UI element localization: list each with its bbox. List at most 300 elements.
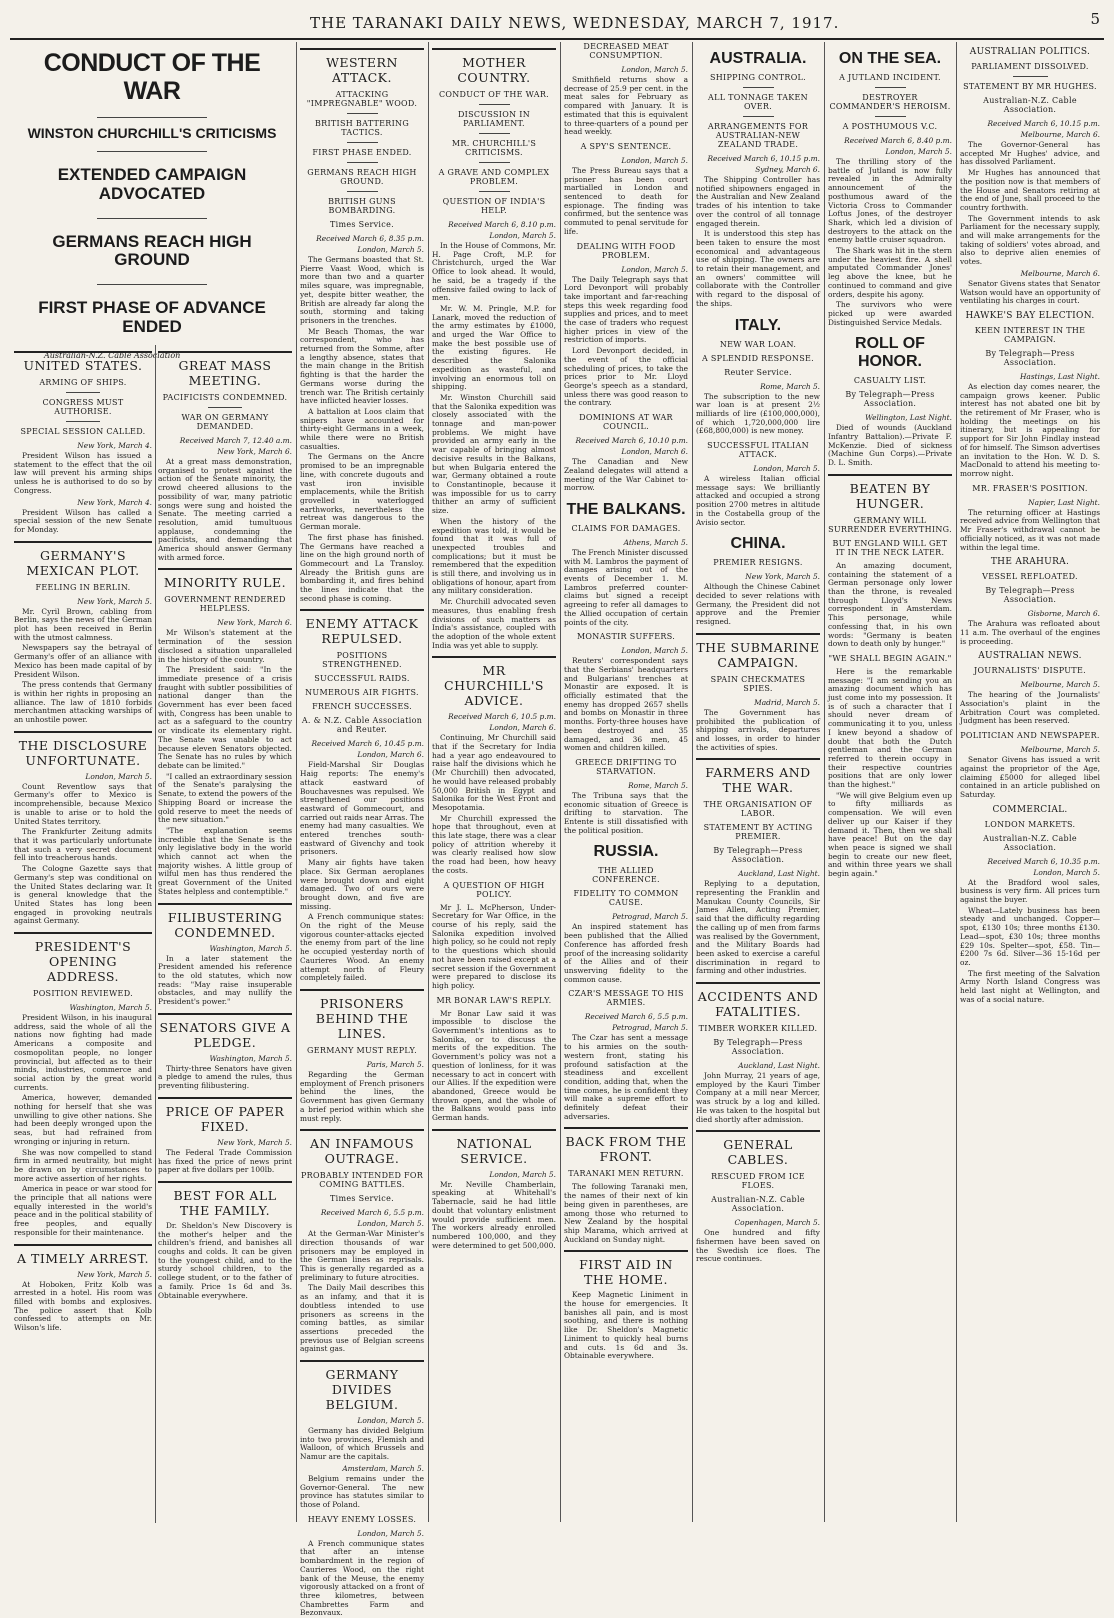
article-paragraph: The Canadian and New Zealand delegates will attend a meeting of the War Cabinet to-morrow.	[564, 457, 688, 493]
article-paragraph: It is understood this step has been taken to ensure the most economical and advantageous use of shipping. The owners are to retain their management, and an owners' committee will collaborate with the Controller with regard to the disposal of the ships.	[696, 229, 820, 308]
section-heading: HAWKE'S BAY ELECTION.	[965, 310, 1095, 321]
article-paragraph: The Czar has sent a message to his armies on the south-western front, stating his profound satisfaction at the steadiness and excellent condition, adding that, when the time comes, he is confident they will make a supreme effort to definitely defeat their adversaries.	[564, 1033, 688, 1121]
article-paragraph: "I called an extraordinary session of the Senate's paralysing the Senate, to extend the powers of the Shipping Board or increase the gold reserve to meet the needs of the new situation."	[158, 771, 292, 825]
article-paragraph: The Cologne Gazette says that Germany's step was conditional on the United States declaring war. It is general knowledge that the United States has long been engaged in provoking neutrals against Germany.	[14, 864, 152, 926]
article-paragraph: America in peace or war stood for the principle that all nations were equally interested in the world's peace and in the political stability of free peoples, and equally responsible for their maintenance.	[14, 1184, 152, 1237]
column-rule	[956, 42, 957, 1522]
divider	[66, 392, 101, 393]
section-heading: GERMANY DIVIDES BELGIUM.	[300, 1360, 424, 1412]
dateline: London, March 5.	[621, 264, 688, 274]
page-number: 5	[1090, 10, 1100, 28]
section-heading: AN INFAMOUS OUTRAGE.	[300, 1129, 424, 1166]
article-paragraph: At the Bradford wool sales, business is very firm. All prices turn against the buyer.	[960, 877, 1100, 905]
article-paragraph: President Wilson has called a special session of the new Senate for Monday.	[14, 507, 152, 534]
dateline: New York, March 5.	[217, 1137, 292, 1147]
service-credit: Reuter Service.	[724, 367, 792, 377]
headline-conduct-of-war: CONDUCT OF THE WAR	[43, 49, 261, 105]
dateline: Paris, March 5.	[366, 1060, 424, 1069]
dateline: Received March 7, 12.40 a.m.	[179, 436, 292, 445]
article-paragraph: Replying to a deputation, representing the Franklin and Manukau County Councils, Sir James Allen, Acting Premier, said that the difficulty regarding the calling up of men from farms was realised by the Government, and the Military Boards had been asked to exercise a careful discrimination in regard to farming and other industries.	[696, 879, 820, 976]
dateline: London, March 6.	[489, 723, 556, 733]
section-heading: AUSTRALIAN POLITICS.	[969, 47, 1091, 57]
article-paragraph: Mr Hughes has announced that the position now is that members of the House and Senators retiring at the end of June, shall proceed to the country forthwith.	[960, 168, 1100, 212]
dateline: Washington, March 5.	[69, 1003, 152, 1013]
dateline: Auckland, Last Night.	[738, 1061, 820, 1071]
section-heading: RUSSIA.	[593, 843, 659, 861]
dateline: Copenhagen, March 5.	[734, 1218, 820, 1228]
article-paragraph: Mr. Cyril Brown, cabling from Berlin, says the news of the German plot has been received in Berlin with the utmost calmness.	[14, 606, 152, 642]
section-heading: PRICE OF PAPER FIXED.	[158, 1097, 292, 1134]
article-paragraph: Many air fights have taken place. Six German aeroplanes were brought down and eight damaged. Two of ours were brought down, and five are missing.	[300, 858, 424, 911]
subhead: JOURNALISTS' DISPUTE.	[974, 666, 1086, 676]
article-paragraph: An amazing document, containing the statement of a German personage only lower than the throne, is revealed through Lloyd's News correspondent in Amsterdam. This personage, while confessing that, in his own words: "Germany is beaten down to death only by hunger."	[828, 560, 952, 649]
service-credit: Times Service.	[330, 1194, 394, 1204]
article-paragraph: At a great mass demonstration, organised to protest against the action of the Senate minority, the crowd cheered allusions to the possibility of war, many patriotic songs were sung and hoisted the Senate. The meeting carried a resolution, amid tumultuous applause, condemning the pacificists, and demanding that America should answer Germany with armed force.	[158, 457, 292, 562]
column-western-attack	[300, 42, 424, 1618]
service-credit: Australian-N.Z. Cable Association.	[983, 833, 1077, 852]
subhead: STATEMENT BY MR HUGHES.	[963, 82, 1097, 91]
article-paragraph: A French communique states that after an intense bombardment in the region of Caurieres Wood, on the right bank of the Meuse, the enemy vigorously attacked on a front of three kilometres, between Chambrettes Farm and Bezonvaux.	[300, 1538, 424, 1618]
section-heading: FILIBUSTERING CONDEMNED.	[158, 903, 292, 940]
dateline: Received March 6, 10.5 p.m.	[448, 712, 556, 722]
subhead: POSITION REVIEWED.	[33, 989, 133, 999]
dateline: New York, March 5.	[745, 572, 820, 582]
article-paragraph: The subscription to the new war loan is at present 2½ milliards of lire (£100,000,000), of which 1,720,000,000 lire (£68,800,000) is new money.	[696, 391, 820, 436]
dateline: Received March 6, 8.40 p.m.	[844, 136, 952, 145]
section-heading: ON THE SEA.	[838, 50, 942, 67]
dateline: London, March 5.	[621, 646, 688, 656]
article-paragraph: Senator Givens has issued a writ against the proprietor of the Age, claiming £5000 for alleged libel contained in an article published on Saturday.	[960, 755, 1100, 799]
advertisement: Keep Magnetic Liniment in the house for emergencies. It banishes all pain, and is most soothing, and there is nothing like Dr. Sheldon's Magnetic Liniment to quickly heal burns and cuts. 1s 6d and 3s. Obtainable everywhere.	[564, 1290, 688, 1361]
article-paragraph: At Hoboken, Fritz Kolb was arrested in a hotel. His room was filled with bombs and explosives. The police assert that Kolb confessed to attempts on Mr. Wilson's life.	[14, 1279, 152, 1333]
article-paragraph: At the German-War Minister's direction thousands of war prisoners may be employed in the German lines as reprisals. This is generally regarded as a preliminary to future atrocities.	[300, 1229, 424, 1282]
section-heading: FARMERS AND THE WAR.	[696, 758, 820, 795]
subhead: THE ORGANISATION OF LABOR.	[703, 800, 813, 819]
column-rule	[560, 42, 561, 1522]
article-paragraph: The Federal Trade Commission has fixed the price of news print paper at five dollars per 100lb.	[158, 1147, 292, 1175]
section-heading: ACCIDENTS AND FATALITIES.	[696, 982, 820, 1019]
article-paragraph: Reuters' correspondent says that the Serbians' headquarters and Bulgarians' trenches at Monastir are exposed. It is officially estimated that the enemy has dropped 2657 shells and bombs on Monastir in three months. Forty-three houses have been destroyed and 35 damaged, and 36 men, 45 women and children killed.	[564, 656, 688, 753]
subhead: "WE SHALL BEGIN AGAIN."	[828, 653, 952, 663]
dateline: London, March 5.	[357, 245, 424, 254]
article-paragraph: Senator Givens states that Senator Watson would have an opportunity of ventilating his charges in court.	[960, 278, 1100, 306]
article-paragraph: Wheat—Lately business has been steady and unchanged. Copper—spot, £130 10s; three months £130. Lead—spot, £30 10s; three months £29 10s. Spelter—spot, £58. Tin—£200 7s 6d. Silver—36 15-16d per oz.	[960, 905, 1100, 967]
subhead: LONDON MARKETS.	[984, 819, 1076, 829]
subhead: CZAR'S MESSAGE TO HIS ARMIES.	[568, 989, 684, 1008]
article-paragraph: Field-Marshal Sir Douglas Haig reports: The enemy's attack eastward of Bouchavesnes was repulsed. We strengthened our positions eastward of Gommecourt, and carried out raids near Arras. The enemy had many casualties. We entered trenches south-eastward of Givenchy and took prisoners.	[300, 760, 424, 857]
dateline: Petrograd, March 5.	[612, 912, 688, 922]
article-paragraph: The President said: "In the immediate presence of a crisis fraught with subtler possibilities of national danger than the Government has ever been faced with, Congress has been unable to act as a safeguard to the country or vindicate its elementary right. The Senate was unable to act because eleven Senators objected. The Senate has no rules by which debate can be limited."	[158, 665, 292, 770]
article-paragraph: Mr Churchill expressed the hope that throughout, even at this late stage, there was a clear policy of attrition whereby it was clearly realised how slow the road had been, how heavy the costs.	[432, 813, 556, 875]
article-paragraph: Mr J. L. McPherson, Under-Secretary for War Office, in the course of his reply, said the Salonika expedition involved high policy, so he could not reply to the questions which should not have been raised except at a secret session if the Government were prepared to disclose its high policy.	[432, 902, 556, 990]
subhead: FIRST PHASE ENDED.	[312, 148, 412, 157]
dateline: New York, March 6.	[217, 447, 292, 456]
section-heading: A TIMELY ARREST.	[14, 1244, 152, 1266]
column-rule	[824, 42, 825, 1522]
dateline: Madrid, March 5.	[754, 697, 820, 707]
subhead: A POSTHUMOUS V.C.	[842, 122, 938, 131]
subhead: TARANAKI MEN RETURN.	[568, 1169, 684, 1179]
subhead: BRITISH GUNS BOMBARDING.	[328, 197, 396, 215]
divider	[479, 162, 510, 163]
masthead-rule	[10, 38, 1104, 40]
section-heading: BACK FROM THE FRONT.	[564, 1127, 688, 1164]
divider	[347, 142, 378, 143]
divider	[97, 284, 207, 285]
article-paragraph: Newspapers say the betrayal of Germany's offer of an alliance with Mexico has been made capital of by President Wilson.	[14, 643, 152, 679]
dateline: Melbourne, March 5.	[1020, 745, 1100, 755]
subhead: KEEN INTEREST IN THE CAMPAIGN.	[974, 325, 1086, 344]
section-heading: DOMINIONS AT WAR COUNCIL.	[579, 413, 673, 432]
section-heading: GREAT MASS MEETING.	[158, 351, 292, 388]
dateline: Gisborne, March 6.	[1027, 609, 1100, 619]
article-paragraph: The Governor-General has accepted Mr Hughes' advice, and has dissolved Parliament.	[960, 140, 1100, 167]
service-credit: Australian-N.Z. Cable Association.	[983, 96, 1077, 114]
article-paragraph: As election day comes nearer, the campaign grows keener. Public interest has not abated one bit by the retirement of Mr Fraser, who is holding the meetings on his itinerary, but is appealing for support for Sir John Findlay instead of for himself. The Simson advertises an invitation to the Hon. W. D. S. MacDonald to attend his meeting to-morrow night.	[960, 381, 1100, 478]
article-paragraph: The Germans boasted that St. Pierre Vaast Wood, which is more than two and a quarter miles square, was impregnable, yet, despite bitter weather, the British are already far along the south, storming and taking prisoners in the trenches.	[300, 255, 424, 325]
section-heading: THE BALKANS.	[566, 500, 686, 518]
section-heading: SENATORS GIVE A PLEDGE.	[158, 1013, 292, 1050]
cable-source: Australian-N.Z. Cable Association	[44, 350, 181, 360]
dateline: London, March 5.	[357, 1219, 424, 1229]
column-rule	[155, 345, 156, 1523]
subhead: SUCCESSFUL RAIDS.	[314, 674, 410, 684]
subhead: MONASTIR SUFFERS.	[576, 632, 676, 642]
article-paragraph: A French communique states: On the right of the Meuse vigorous counter-attacks ejected the enemy from part of the line he occupied yesterday north of Caurieres Wood. An enemy attempt north of Fleury completely failed.	[300, 912, 424, 983]
article-paragraph: The Government intends to ask Parliament for the necessary supply, and will make arrangements for the taking of soldiers' votes abroad, and also to deprive alien enemies of votes.	[960, 213, 1100, 267]
dateline: Received March 6, 10.15 p.m.	[987, 119, 1100, 128]
subhead: ARRANGEMENTS FOR AUSTRALIAN-NEW ZEALAND TRADE.	[707, 122, 809, 149]
article-paragraph: Here is the remarkable message: "I am sending you an amazing document which has just come into my possession. It is of such a character that I should never dream of communicating it to you, unless I knew beyond a shadow of doubt that both the Dutch gentleman and the German referred to therein occupy in their respective countries positions that are only lower than the highest."	[828, 666, 952, 790]
article-paragraph: The Shark was hit in the stern under the heaviest fire. A shell amputated Commander Jones' leg above the knee, but he continued to command and give orders, despite his agony.	[828, 246, 952, 299]
service-credit: By Telegraph—Press Association.	[845, 390, 935, 409]
article-paragraph: The Press Bureau says that a prisoner has been court martialled in London and sentenced to death for espionage. The finding was confirmed, but the sentence was commuted to penal servitude for life.	[564, 165, 688, 236]
article-paragraph: Continuing, Mr Churchill said that if the Secretary for India had a year ago endeavoured to raise half the divisions which he (Mr Churchill) then advocated, he would have released probably 50,000 British in Egypt and Salonika for the West Front and Mesopotamia.	[432, 733, 556, 812]
headline-germans-high-ground: GERMANS REACH HIGH GROUND	[52, 231, 252, 270]
article-paragraph: Mr. W. M. Pringle, M.P. for Lanark, moved the reduction of the army estimates by £1000, and urged the War Office to make the best possible use of the existing figures. He described the Salonika expedition as wasteful, and involving an enormous toll on shipping.	[432, 303, 556, 392]
headline-churchill: WINSTON CHURCHILL'S CRITICISMS	[27, 125, 277, 141]
article-paragraph: One hundred and fifty fishermen have been saved on the Swedish ice floes. The rescue continues.	[696, 1228, 820, 1264]
subhead: A JUTLAND INCIDENT.	[839, 73, 941, 82]
subhead: VESSEL REFLOATED.	[982, 572, 1078, 582]
article-paragraph: The following Taranaki men, the names of their next of kin being given in parentheses, are among those who returned to New Zealand by the hospital ship Marama, which arrived at Auckland on Sunday night.	[564, 1182, 688, 1244]
subhead: CONGRESS MUST AUTHORISE.	[42, 398, 124, 416]
article-paragraph: Mr. Neville Chamberlain, speaking at Whitehall's Tabernacle, said he had little doubt that voluntary enlistment would provide sufficient men. The workers already enrolled numbered 100,000, and they were determined to get 500,000.	[432, 1179, 556, 1250]
subhead: ALL TONNAGE TAKEN OVER.	[708, 93, 808, 111]
article-paragraph: President Wilson has issued a statement to the effect that the oil law will prevent his arming ships unless he is authorised to do so by Congress.	[14, 451, 152, 495]
service-credit: By Telegraph—Press Association.	[985, 348, 1075, 367]
dateline: Washington, March 5.	[209, 1053, 292, 1063]
dateline: London, March 6.	[621, 447, 688, 457]
subhead: FIDELITY TO COMMON CAUSE.	[573, 889, 679, 908]
article-paragraph: The press contends that Germany is within her rights in proposing an alliance. The law of 1810 forbids merchantmen attacking warships of an unhostile power.	[14, 680, 152, 725]
article-paragraph: The returning officer at Hastings received advice from Wellington that Mr Fraser's withdrawal cannot be officially noticed, as it was not made within the legal time.	[960, 507, 1100, 552]
divider	[66, 421, 101, 422]
section-heading: THE SUBMARINE CAMPAIGN.	[696, 633, 820, 670]
subhead: GERMANY MUST REPLY.	[307, 1046, 417, 1055]
advertisement: Dr. Sheldon's New Discovery is the mother's helper and the children's friend, and banishes all coughs and colds. It can be given to the youngest child, and to the sturdy school children, to the college student, or to the father of a family. Price 1s 6d and 3s. Obtainable everywhere.	[158, 1220, 292, 1300]
dateline: London, March 5.	[885, 147, 952, 156]
article-paragraph: The Daily Telegraph says that Lord Devonport will probably take important and far-reaching steps this week regarding food supplies and prices, and to meet the case of traders who request higher prices in view of the restriction of imports.	[564, 274, 688, 345]
subhead: RESCUED FROM ICE FLOES.	[711, 1172, 805, 1191]
dateline: Received March 6, 10.10 p.m.	[575, 436, 688, 446]
subhead: QUESTION OF INDIA'S HELP.	[442, 197, 546, 215]
dateline: London, March 5.	[489, 231, 556, 240]
subhead: PACIFICISTS CONDEMNED.	[162, 393, 288, 402]
article-paragraph: The Germans on the Ancre promised to be an impregnable line, with concrete dugouts and vast iron invisible emplacements, while the British grovelled in waterlogged earthworks, nevertheless the retreat was dangerous to the German morale.	[300, 452, 424, 532]
dateline: Amsterdam, March 5.	[342, 1463, 424, 1473]
article-paragraph: Lord Devonport decided, in the event of the official scheduling of prices, to take the prices prior to Mr. Lloyd George's speech as a standard, unless there was good reason to the contrary.	[564, 346, 688, 408]
article-paragraph: The Shipping Controller has notified shipowners engaged in the Australian and New Zealand trades of his intention to take over the control of all tonnage engaged therein.	[696, 175, 820, 228]
subhead: POLITICIAN AND NEWSPAPER.	[960, 731, 1100, 741]
divider	[347, 113, 378, 114]
section-heading: FIRST AID IN THE HOME.	[564, 1250, 688, 1287]
article-paragraph: The thrilling story of the battle of Jutland is now fully revealed in the Admiralty announcement of the posthumous award of the Victoria Cross to Commander Loftus Jones, of the destroyer Shark, which led a division of destroyers to the attack on the enemy battle cruiser squadron.	[828, 157, 952, 245]
section-heading: AUSTRALIAN NEWS.	[978, 651, 1082, 662]
article-paragraph: Regarding the German employment of French prisoners behind the lines, the Government has given Germany a brief period within which she must reply.	[300, 1070, 424, 1123]
service-credit: By Telegraph—Press Association.	[985, 586, 1075, 605]
article-paragraph: President Wilson, in his inaugural address, said the whole of all the nations now fighting had made Americans a composite and cosmopolitan people, no longer provincial, but affected as to their minds, industries, commerce and social action by the great world currents.	[14, 1013, 152, 1092]
subhead: DESTROYER COMMANDER'S HEROISM.	[829, 93, 951, 111]
dateline: Wellington, Last Night.	[865, 413, 952, 423]
section-heading: PRESIDENT'S OPENING ADDRESS.	[14, 932, 152, 984]
dateline: London, March 6.	[357, 750, 424, 760]
subhead: SUCCESSFUL ITALIAN ATTACK.	[707, 441, 809, 460]
article-paragraph: Mr. Winston Churchill said that the Salonika expedition was closely associated with the tonnage and man-power problems. We might have provided an army early in the war capable of bringing almost decisive results in the Balkans, but when Bulgaria entered the war, Germany obtained a route to Constantinople, because it was impossible for us to carry thither an army of sufficient size.	[432, 392, 556, 516]
section-heading: A SPY'S SENTENCE.	[580, 141, 672, 151]
dateline: Received March 6, 10.15 p.m.	[707, 154, 820, 163]
subhead: SPAIN CHECKMATES SPIES.	[710, 674, 806, 693]
section-heading: AUSTRALIA.	[709, 50, 807, 67]
subhead: MR. CHURCHILL'S CRITICISMS.	[451, 139, 537, 157]
section-heading: PRISONERS BEHIND THE LINES.	[300, 989, 424, 1041]
dateline: Received March 6, 10.45 p.m.	[311, 739, 424, 749]
section-heading: THE DISCLOSURE UNFORTUNATE.	[14, 731, 152, 768]
article-paragraph: She was now compelled to stand firm in armed neutrality, but might be drawn on by circumstances to more active assertion of her rights.	[14, 1147, 152, 1183]
divider	[347, 162, 378, 163]
section-heading: BEST FOR ALL THE FAMILY.	[158, 1181, 292, 1218]
article-paragraph: The survivors who were picked up were awarded Distinguished Service Medals.	[828, 300, 952, 327]
article-paragraph: In a later statement the President amended his reference to the old statutes, which now reads: "May raise insuperable obstacles, and may nullify the President's power."	[158, 953, 292, 1007]
subhead: POSITIONS STRENGTHENED.	[322, 651, 402, 670]
service-credit: Australian-N.Z. Cable Association.	[711, 1195, 805, 1214]
section-heading: CHINA.	[730, 535, 786, 553]
subhead: PREMIER RESIGNS.	[713, 558, 803, 568]
subhead: DISCUSSION IN PARLIAMENT.	[457, 110, 531, 128]
subhead: GOVERNMENT RENDERED HELPLESS.	[164, 595, 286, 614]
subhead: MR BONAR LAW'S REPLY.	[436, 995, 552, 1005]
column-rule	[296, 42, 297, 1522]
column-australia-italy-china	[696, 42, 820, 1522]
column-mother-country	[432, 42, 556, 1522]
dateline: London, March 5.	[1033, 867, 1100, 877]
divider	[479, 104, 510, 105]
dateline: Received March 6, 5.5 p.m.	[584, 1012, 688, 1022]
service-credit: A. & N.Z. Cable Association and Reuter.	[301, 716, 423, 735]
masthead-title: THE TARANAKI DAILY NEWS, WEDNESDAY, MARCH 7, 1917.	[310, 14, 840, 32]
section-heading: MR CHURCHILL'S ADVICE.	[432, 656, 556, 708]
divider	[743, 87, 774, 88]
dateline: New York, March 4.	[77, 441, 152, 450]
article-paragraph: The Tribuna says that the economic situation of Greece is drifting to starvation. The Entente is still dissatisfied with the political position.	[564, 790, 688, 835]
divider	[479, 133, 510, 134]
article-paragraph: The first meeting of the Salvation Army North Island Congress was held last night at Wellington, and was of a social nature.	[960, 968, 1100, 1004]
section-heading: DECREASED MEAT CONSUMPTION.	[583, 42, 669, 60]
dateline: London, March 5.	[621, 65, 688, 74]
subhead: HEAVY ENEMY LOSSES.	[307, 1514, 417, 1524]
article-paragraph: Although the Chinese Cabinet decided to sever relations with Germany, the President did not approve and the Premier resigned.	[696, 582, 820, 627]
article-paragraph: An inspired statement has been published that the Allied Conference has afforded fresh proof of the increasing solidarity of the Allies and of their unswerving fidelity to the common cause.	[564, 922, 688, 984]
article-paragraph: Died of wounds (Auckland Infantry Battalion).—Private F. McKenzie. Died of sickness (Machine Gun Corps).—Private D. L. Smith.	[828, 423, 952, 468]
article-paragraph: The Frankfurter Zeitung admits that it was particularly unfortunate that such a very secret document fell into treacherous hands.	[14, 827, 152, 863]
subhead: A QUESTION OF HIGH POLICY.	[443, 880, 545, 899]
dateline: Melbourne, March 6.	[1020, 130, 1100, 139]
article-paragraph: "We will give Belgium even up to fifty milliards as compensation. We will even deliver up our Kaiser if they demand it. Then, then we shall have peace! But on the day when peace is signed we shall begin to create our new fleet, and within three years we shall begin again."	[828, 790, 952, 879]
subhead: ATTACKING "IMPREGNABLE" WOOD.	[306, 90, 418, 108]
article-paragraph: In the House of Commons, Mr. H. Page Croft, M.P. for Christchurch, urged the War Office to look ahead. It would, he said, be a tragedy if the offensive failed owing to lack of men.	[432, 241, 556, 303]
dateline: New York, March 5.	[77, 1269, 152, 1279]
column-rule	[428, 42, 429, 1522]
headline-first-phase: FIRST PHASE OF ADVANCE ENDED	[38, 298, 266, 336]
dateline: Washington, March 5.	[209, 943, 292, 953]
dateline: Rome, March 5.	[760, 381, 820, 391]
dateline: Rome, March 5.	[628, 780, 688, 790]
subhead: CONDUCT OF THE WAR.	[438, 90, 550, 99]
subhead: FRENCH SUCCESSES.	[312, 702, 412, 712]
article-paragraph: A battalion at Loos claim that snipers have accounted for thirty-eight Germans in a week, while there were no British casualties.	[300, 406, 424, 451]
divider	[743, 116, 774, 117]
subhead: A GRAVE AND COMPLEX PROBLEM.	[438, 168, 550, 186]
dateline: London, March 5.	[753, 464, 820, 474]
column-on-the-sea	[828, 42, 952, 1522]
service-credit: Times Service.	[330, 220, 394, 229]
dateline: London, March 5.	[489, 1169, 556, 1179]
article-paragraph: Count Reventlow says that Germany's offer to Mexico is incomprehensible, because Mexico is unable to arise or to hold the United States territory.	[14, 781, 152, 826]
dateline: Petrograd, March 5.	[612, 1023, 688, 1033]
subhead: PROBABLY INTENDED FOR COMING BATTLES.	[300, 1171, 424, 1190]
section-heading: WESTERN ATTACK.	[300, 48, 424, 85]
divider	[97, 151, 207, 152]
column-rule	[692, 42, 693, 1522]
section-heading: DEALING WITH FOOD PROBLEM.	[576, 241, 676, 260]
article-paragraph: Mr Wilson's statement at the termination of the session disclosed a situation unparalleled in the history of the country.	[158, 628, 292, 664]
article-paragraph: Belgium remains under the Governor-General. The new province has statutes similar to those of Poland.	[300, 1473, 424, 1509]
subhead: SHIPPING CONTROL.	[709, 73, 807, 82]
dateline: London, March 5.	[85, 771, 152, 781]
section-heading: GENERAL CABLES.	[696, 1130, 820, 1167]
section-heading: MINORITY RULE.	[158, 568, 292, 590]
section-heading: ITALY.	[734, 316, 782, 334]
dateline: Auckland, Last Night.	[738, 869, 820, 879]
section-heading: ENEMY ATTACK REPULSED.	[300, 609, 424, 646]
article-paragraph: The Arahura was refloated about 11 a.m. The overhaul of the engines is proceeding.	[960, 619, 1100, 646]
divider	[97, 117, 207, 118]
article-paragraph: The hearing of the Journalists' Association's plaint in the Arbitration Court was completed. Judgment has been reserved.	[960, 690, 1100, 726]
subhead: WAR ON GERMANY DEMANDED.	[181, 413, 269, 431]
dateline: New York, March 5.	[77, 596, 152, 606]
article-paragraph: Thirty-three Senators have given a pledge to amend the rules, thus preventing filibustering.	[158, 1063, 292, 1091]
article-paragraph: Mr Beach Thomas, the war correspondent, who has returned from the Somme, after a lengthy absence, states that the main change in the British fighting is that the harder the Germans worse during the trench war. The British certainly have inflicted heavier losses.	[300, 326, 424, 406]
section-united-states: UNITED STATES.	[14, 351, 152, 373]
dateline: London, March 5.	[621, 155, 688, 165]
subhead: PARLIAMENT DISSOLVED.	[971, 62, 1089, 71]
subhead: TIMBER WORKER KILLED.	[698, 1024, 818, 1034]
column-meat-balkans-russia	[564, 42, 688, 1522]
dateline: London, March 5.	[357, 1416, 424, 1426]
subhead: NUMEROUS AIR FIGHTS.	[305, 688, 419, 698]
dateline: London, March 5.	[357, 1528, 424, 1538]
column-australian-politics	[960, 42, 1100, 1522]
service-credit: By Telegraph—Press Association.	[713, 846, 803, 865]
divider	[875, 87, 906, 88]
divider	[875, 116, 906, 117]
subhead: CASUALTY LIST.	[853, 376, 927, 386]
article-paragraph: Mr Bonar Law said it was impossible to disclose the Government's intentions as to Salonika, or to discuss the merits of the expedition. The Government's policy was not a question of lonliness, for it was necessary to act in concert with our Allies. If the expedition were abandoned, Greece would be thrown open, and the whole of the Balkans would pass into German hands.	[432, 1008, 556, 1123]
dateline: Received March 6, 8.10 p.m.	[448, 220, 556, 229]
dateline: Received March 6, 10.35 p.m.	[987, 856, 1100, 866]
subhead: SPECIAL SESSION CALLED.	[20, 427, 146, 436]
masthead	[0, 0, 1114, 36]
section-heading: GERMANY'S MEXICAN PLOT.	[14, 541, 152, 578]
column-united-states	[14, 345, 152, 1523]
subhead: THE ALLIED CONFERENCE.	[592, 866, 660, 885]
article-paragraph: "The explanation seems incredible that the Senate is the only legislative body in the world which cannot act when the majority wishes. A little group of wilful men has thus rendered the great Government of the United States helpless and contemptible."	[158, 825, 292, 896]
headline-extended-campaign: EXTENDED CAMPAIGN ADVOCATED	[57, 165, 247, 204]
section-heading: BEATEN BY HUNGER.	[828, 474, 952, 511]
section-heading: MOTHER COUNTRY.	[432, 48, 556, 85]
article-paragraph: A wireless Italian official message says: We brilliantly attacked and occupied a strong position 2700 metres in altitude in the Costabella group of the Avisio sector.	[696, 474, 820, 527]
dateline: Sydney, March 6.	[755, 165, 820, 174]
article-paragraph: Mr. Churchill advocated seven measures, thus enabling fresh divisions of such matters as India's assistance, coupled with the adoption of the whole extent India was yet able to supply.	[432, 597, 556, 650]
divider	[479, 191, 510, 192]
subhead: NEW WAR LOAN.	[719, 339, 797, 349]
dateline: Melbourne, March 6.	[1020, 268, 1100, 278]
subhead: STATEMENT BY ACTING PREMIER.	[703, 823, 813, 842]
divider	[347, 191, 378, 192]
article-paragraph: John Murray, 21 years of age, employed by the Kauri Timber Company at a mill near Mercer, was struck by a log and killed. He was taken to the hospital but died shortly after admission.	[696, 1071, 820, 1124]
dateline: Received March 6, 8.35 p.m.	[316, 234, 424, 243]
subhead: GERMANY WILL SURRENDER EVERYTHING.	[828, 515, 952, 534]
subhead: GREECE DRIFTING TO STARVATION.	[575, 757, 677, 776]
divider	[208, 407, 242, 408]
article-paragraph: When the history of the expedition was told, it would be found that it was full of unexpected troubles and complications; but it must be remembered that the expedition is still there, and involving us in obligations of honour, apart from any military consideration.	[432, 516, 556, 596]
dateline: Received March 6, 5.5 p.m.	[320, 1208, 424, 1218]
dateline: New York, March 6.	[217, 618, 292, 628]
subhead: CLAIMS FOR DAMAGES.	[571, 523, 681, 533]
section-heading: NATIONAL SERVICE.	[432, 1129, 556, 1166]
article-paragraph: The first phase has finished. The Germans have reached a line on the high ground north of Gommecourt and La Transloy. Already the British guns are bombarding it, and fires behind the lines indicate that the second phase is coming.	[300, 532, 424, 603]
service-credit: By Telegraph—Press Association.	[713, 1038, 803, 1057]
dateline: Napier, Last Night.	[1028, 497, 1100, 507]
subhead: GERMANS REACH HIGH GROUND.	[307, 168, 417, 186]
dateline: New York, March 4.	[77, 497, 152, 507]
article-paragraph: America, however, demanded nothing for herself that she was unwilling to give other nations. She had been deeply wronged upon the seas, but had refrained from wronging or injuring in return.	[14, 1093, 152, 1146]
column-mass-meeting	[158, 345, 292, 1523]
article-paragraph: The Daily Mail describes this as an infamy, and that it is doubtless intended to use prisoners as screens in the coming battles, as similar assertions preceded the previous use of Belgian screens against gas.	[300, 1283, 424, 1354]
section-heading: COMMERCIAL.	[992, 804, 1068, 815]
article-paragraph: The French Minister discussed with M. Lambros the payment of damages arising out of the events of December 1. M. Lambros preferred counter-claims but signed a receipt agreeing to refer all damages to the Allied occupation of certain points of the city.	[564, 547, 689, 627]
subhead: BRITISH BATTERING TACTICS.	[314, 119, 410, 137]
article-paragraph: The Government has prohibited the publication of shipping arrivals, departures and losses, in order to hinder the activities of spies.	[696, 707, 820, 752]
subhead: MR. FRASER'S POSITION.	[972, 483, 1088, 493]
subhead: FEELING IN BERLIN.	[35, 582, 131, 592]
divider	[97, 218, 207, 219]
article-paragraph: Smithfield returns show a decrease of 25.9 per cent. in the meat sales for February as compared with January. It is estimated that this is equivalent to three-quarters of a pound per head weekly.	[564, 75, 688, 137]
dateline: Hastings, Last Night.	[1019, 371, 1100, 381]
section-heading: ROLL OF HONOR.	[855, 335, 925, 371]
subhead: A SPLENDID RESPONSE.	[701, 353, 814, 363]
subhead: BUT ENGLAND WILL GET IT IN THE NECK LATER.	[832, 538, 948, 557]
